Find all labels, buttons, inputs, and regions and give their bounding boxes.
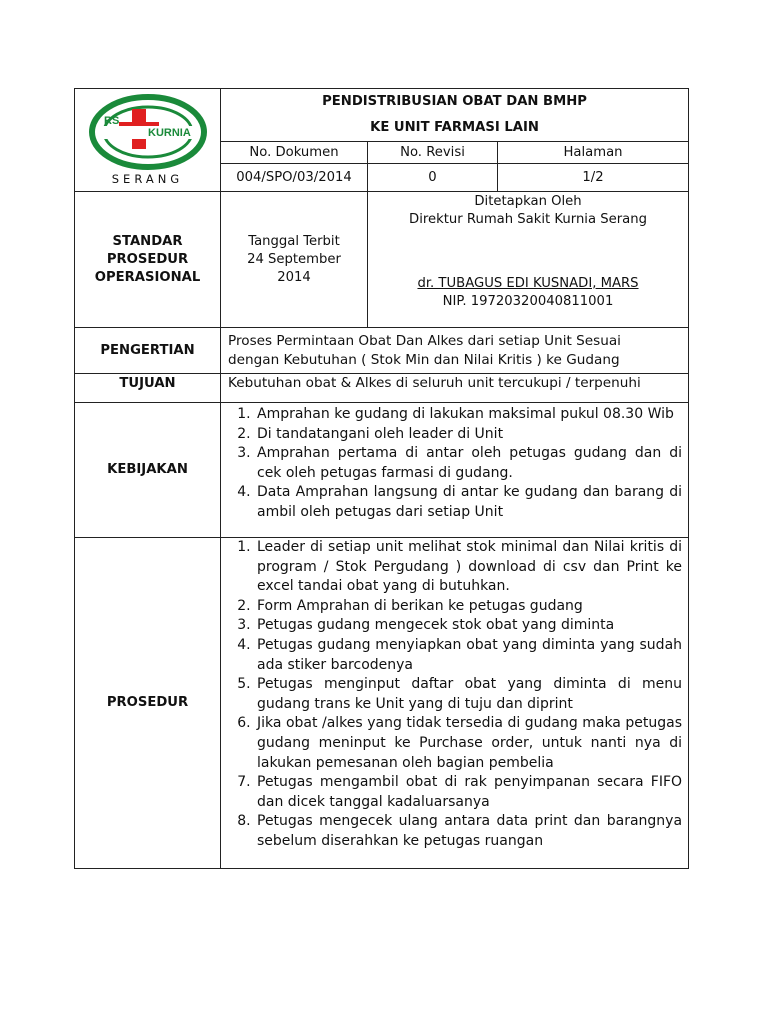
- approval-signer: dr. TUBAGUS EDI KUSNADI, MARS: [417, 276, 639, 291]
- pengertian-line-2: dengan Kebutuhan ( Stok Min dan Nilai Kritis ) ke Gudang: [228, 351, 620, 368]
- tujuan-text: Kebutuhan obat & Alkes di seluruh unit tercukupi / terpenuhi: [221, 374, 689, 403]
- kebijakan-list: [221, 405, 688, 523]
- logo-name-text: KURNIA: [147, 127, 191, 139]
- prosedur-item: 4. Petugas gudang menyiapkan obat yang diminta yang sudah ada stiker barcodenya: [255, 636, 682, 675]
- title-line-2: KE UNIT FARMASI LAIN: [370, 120, 539, 135]
- prosedur-item: 1. Leader di setiap unit melihat stok minimal dan Nilai kritis di program / Stok Pergudang ) download di csv dan Print ke excel tandai obat yang di butuhkan.: [255, 538, 682, 597]
- approval-director: Direktur Rumah Sakit Kurnia Serang: [409, 211, 647, 227]
- prosedur-item: 3. Petugas gudang mengecek stok obat yang diminta: [255, 616, 682, 636]
- spo-label-line-1: STANDAR: [112, 233, 183, 249]
- kebijakan-content: [221, 403, 689, 538]
- approval-nip: NIP. 19720320040811001: [442, 293, 614, 309]
- prosedur-item: 7. Petugas mengambil obat di rak penyimpanan secara FIFO dan dicek tanggal kadaluarsanya: [255, 773, 682, 812]
- page-value: 1/2: [498, 164, 689, 192]
- revision-label: No. Revisi: [368, 142, 498, 164]
- prosedur-item: 5. Petugas menginput daftar obat yang diminta di menu gudang trans ke Unit yang di tuju dan diprint: [255, 675, 682, 714]
- logo-cell: [75, 89, 221, 192]
- spo-label-line-3: OPERASIONAL: [94, 269, 201, 285]
- kebijakan-label: KEBIJAKAN: [75, 403, 221, 538]
- issue-date-line-2: 2014: [277, 269, 311, 285]
- issue-date-label: Tanggal Terbit: [248, 233, 340, 249]
- issue-date: [221, 192, 368, 328]
- tujuan-label: TUJUAN: [75, 374, 221, 403]
- kebijakan-item: 3. Amprahan pertama di antar oleh petugas gudang dan di cek oleh petugas farmasi di gudang.: [255, 444, 682, 483]
- prosedur-item: 2. Form Amprahan di berikan ke petugas gudang: [255, 597, 682, 617]
- prosedur-content: [221, 538, 689, 869]
- spo-document: [74, 88, 688, 865]
- logo-city: SERANG: [111, 172, 184, 186]
- prosedur-item: 8. Petugas mengecek ulang antara data print dan barangnya sebelum diserahkan ke petugas ruangan: [255, 812, 682, 851]
- prosedur-label: PROSEDUR: [75, 538, 221, 869]
- issue-date-line-1: 24 September: [247, 251, 341, 267]
- spo-label-line-2: PROSEDUR: [106, 251, 189, 267]
- pengertian-label: PENGERTIAN: [75, 328, 221, 374]
- document-title: [221, 89, 689, 142]
- logo-rs-text: RS: [103, 115, 119, 127]
- revision-value: 0: [368, 164, 498, 192]
- prosedur-item: 6. Jika obat /alkes yang tidak tersedia di gudang maka petugas gudang meninput ke Purchase order, untuk nanti nya di lakukan pemesanan oleh bagian pembelia: [255, 714, 682, 773]
- hospital-cross-logo-icon: [88, 94, 208, 174]
- doc-number-value: 004/SPO/03/2014: [221, 164, 368, 192]
- pengertian-text: [221, 328, 689, 374]
- spo-label: [75, 192, 221, 328]
- page-label: Halaman: [498, 142, 689, 164]
- approval-block: [368, 192, 689, 328]
- kebijakan-item: 1. Amprahan ke gudang di lakukan maksimal pukul 08.30 Wib: [255, 405, 682, 425]
- hospital-logo: [88, 94, 208, 174]
- kebijakan-item: 2. Di tandatangani oleh leader di Unit: [255, 425, 682, 445]
- doc-number-label: No. Dokumen: [221, 142, 368, 164]
- kebijakan-item: 4. Data Amprahan langsung di antar ke gudang dan barang di ambil oleh petugas dari setiap Unit: [255, 483, 682, 522]
- approval-set-by: Ditetapkan Oleh: [474, 194, 582, 209]
- pengertian-line-1: Proses Permintaan Obat Dan Alkes dari setiap Unit Sesuai: [228, 332, 621, 349]
- spo-table: [74, 88, 689, 869]
- title-line-1: PENDISTRIBUSIAN OBAT DAN BMHP: [322, 94, 587, 109]
- prosedur-list: [221, 538, 688, 852]
